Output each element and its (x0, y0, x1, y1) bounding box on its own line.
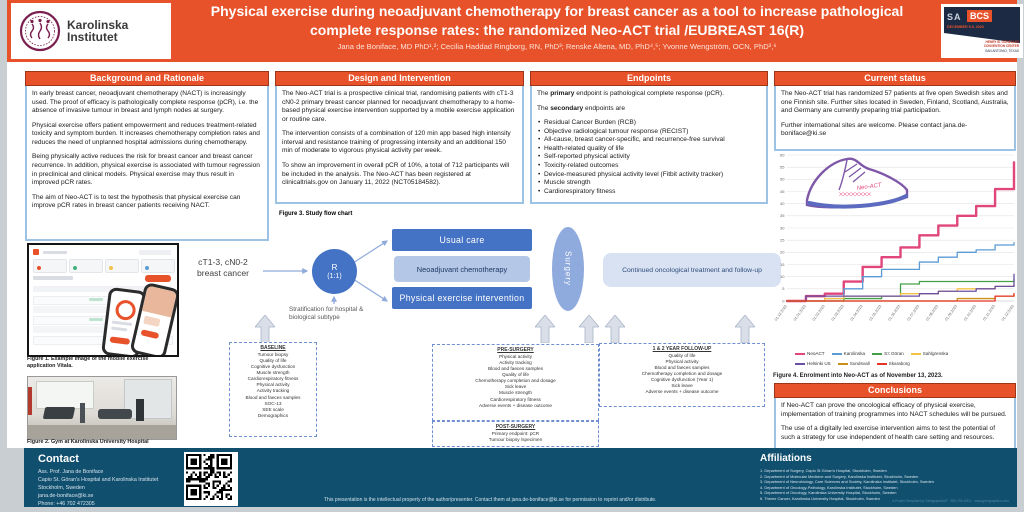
svg-text:50: 50 (780, 176, 785, 182)
conclusion-paragraph: If Neo-ACT can prove the oncological efficacy of physical exercise, implementation of training programmes into NACT schedules will be pursued. (781, 402, 1007, 418)
svg-text:01.08.2023: 01.08.2023 (925, 304, 940, 322)
template-credit: A Poster Template by Genigraphics® · 800.790.4001 · www.genigraphics.com (892, 499, 1009, 503)
svg-text:01.11.2023: 01.11.2023 (982, 304, 996, 322)
design-paragraph: The Neo-ACT trial is a prospective clinical trial, randomising patients with cT1-3 cN0-2 primary breast cancer planned for neoadjuvant chemotherapy to a home-based physical exercise intervention supported by a mobile exercise application or routine care. (282, 90, 515, 123)
assessment-item: Muscle strength (256, 370, 290, 376)
assessment-item: Muscle strength (498, 390, 533, 396)
assessment-items (434, 354, 597, 408)
svg-text:30: 30 (780, 225, 785, 231)
assessment-item: Cognitive dysfunction (250, 364, 296, 370)
section-design-title: Design and Intervention (275, 71, 524, 86)
endpoint-item: • Toxicity-related outcomes (537, 162, 761, 171)
svg-text:01.10.2023: 01.10.2023 (963, 304, 977, 322)
section-current-status-body (774, 86, 1016, 151)
svg-text:01.05.2023: 01.05.2023 (868, 304, 883, 322)
svg-text:15: 15 (780, 261, 785, 267)
assessment-item: Activity tracking (499, 360, 532, 366)
legend-label: NeoACT (807, 351, 825, 356)
gym-floor (28, 425, 176, 439)
svg-text:⨉⨉⨉⨉⨉⨉⨉⨉: ⨉⨉⨉⨉⨉⨉⨉⨉ (839, 192, 872, 198)
venue-line1: HENRY B. GONZALEZ (985, 40, 1019, 44)
flow-up-arrow (605, 315, 625, 343)
poster-title-line2: complete response rates: the randomized Neo-ACT trial /EUBREAST 16(R) (310, 22, 804, 38)
flow-up-arrow (255, 315, 275, 343)
assessment-item: Adverse events + disease outcome (478, 402, 553, 408)
endpoint-item: • Cardiorespiratory fitness (537, 188, 761, 197)
assessment-item: Physical activity (498, 354, 533, 360)
status-paragraph: Further international sites are welcome. Please contact jana.de-boniface@ki.se (781, 121, 968, 138)
assessment-item: Sick leave (504, 384, 527, 390)
phone1-progress-ring (114, 299, 136, 321)
background-paragraph: In early breast cancer, neoadjuvant chemotherapy (NACT) is increasingly used. The proof of efficacy is pathologically complete response (pCR), i.e. the absence of invasive tumour in breast and lymph nodes at surgery. (32, 90, 259, 115)
legend-label: Karolinska (843, 351, 866, 356)
svg-text:20: 20 (780, 249, 785, 255)
svg-text:35: 35 (780, 213, 785, 219)
gym-window (36, 381, 94, 409)
section-design-body (275, 86, 524, 204)
legend-item (838, 361, 870, 366)
shoe-neoact-text: Neo-ACT (856, 182, 883, 192)
svg-text:01.03.2023: 01.03.2023 (830, 304, 845, 322)
section-endpoints-title: Endpoints (530, 71, 768, 86)
arm-exercise-intervention: Physical exercise intervention (392, 287, 532, 309)
karolinska-logotype (67, 19, 128, 43)
app-status-pill (89, 318, 103, 321)
phone2-photo (142, 285, 177, 317)
assessment-pre-surgery (432, 344, 599, 421)
chart-legend-row2 (795, 361, 910, 366)
assessment-item: Chemotherapy completion and dosage (475, 378, 556, 384)
legend-swatch (795, 363, 805, 365)
app-primary-button (145, 275, 171, 282)
population-line2: breast cancer (196, 268, 250, 278)
secondary-endpoints-intro: The secondary endpoints are (537, 104, 625, 112)
legend-swatch (795, 353, 805, 355)
app-stat-card (105, 259, 139, 273)
legend-swatch (832, 353, 842, 355)
assessment-item: SEE scale (262, 406, 284, 412)
background-paragraph: The aim of Neo-ACT is to test the hypothesis that physical exercise can improve pCR rates in breast cancer patients receiving NACT. (32, 193, 241, 210)
qr-code-svg (186, 454, 232, 500)
section-conclusions (774, 383, 1016, 453)
strat-line2: biological subtype (289, 314, 340, 321)
design-paragraph: The intervention consists of a combination of 120 min app based high intensity interval and resistance training of progressing intensity and an additional 150 min of moderate to vigorous physical activity per week. (282, 130, 511, 155)
affiliations-title: Affiliations (760, 453, 812, 464)
section-endpoints-body (530, 86, 768, 204)
figure1-app-screenshot (27, 243, 179, 357)
flow-up-arrow (735, 315, 755, 343)
svg-text:01.06.2023: 01.06.2023 (887, 304, 902, 322)
svg-text:0: 0 (782, 298, 785, 304)
sabcs-date: DECEMBER 5-9, 2023 (947, 25, 984, 29)
app-stat-card (69, 259, 103, 273)
figure2-gym-photo (27, 376, 177, 440)
conclusion-paragraph: The use of a digitally led exercise intervention aims to test the potential of such a strategy for use independent of health care setting and resources. (781, 425, 996, 441)
sabcs-badge (941, 4, 1023, 58)
assessment-item: Tumour biopsy (257, 352, 289, 358)
app-table-title (33, 276, 73, 280)
assessment-item: Cardiorespiratory fitness (490, 396, 541, 402)
assessment-item: Activity tracking (256, 388, 290, 394)
assessment-item: Blood and faeces samples (488, 366, 543, 372)
assessment-followup (599, 343, 765, 407)
assessment-title: 1 & 2 YEAR FOLLOW-UP (652, 346, 712, 352)
phone1-button (110, 336, 131, 344)
legend-item (872, 351, 904, 356)
legend-label: Helsinki US (807, 361, 831, 366)
section-conclusions-title: Conclusions (774, 383, 1016, 398)
app-stat-card (33, 259, 67, 273)
randomization-r: R (331, 262, 338, 272)
svg-text:01.12.2022: 01.12.2022 (773, 304, 788, 322)
assessment-item: Blood and faeces samples (654, 365, 710, 371)
assessment-item: Quality of life (668, 353, 696, 359)
assessment-title: POST-SURGERY (495, 424, 536, 430)
section-background-body (25, 86, 269, 241)
arm-neoadjuvant-chemo: Neoadjuvant chemotherapy (394, 256, 530, 282)
authors: Jana de Boniface, MD PhD¹,²; Cecilia Haddad Ringborg, RN, PhD³; Renske Altena, MD, PhD⁴,⁵; Yvonne Wengström, OCN, PhD³,⁶ (337, 42, 777, 51)
footer-bar (24, 448, 1017, 507)
legend-swatch (838, 363, 848, 365)
endpoint-item: • Muscle strength (537, 179, 761, 188)
section-design (275, 71, 524, 204)
svg-text:40: 40 (780, 201, 785, 207)
endpoint-item: • Residual Cancer Burden (RCB) (537, 119, 761, 128)
background-paragraph: Physical exercise offers patient empowerment and reduces treatment-related toxicity and symptom burden. It increases chemotherapy completion rates and reduces the need of unplanned hospital admissions during chemotherapy. (32, 121, 260, 146)
randomization-node (312, 249, 357, 294)
svg-text:55: 55 (780, 164, 785, 170)
assessment-items (231, 352, 315, 418)
section-current-status (774, 71, 1016, 151)
karolinska-seal-icon (17, 8, 63, 54)
population-line1: cT1-3, cN0-2 (198, 257, 248, 267)
primary-endpoint-text: The primary endpoint is pathological complete response (pCR). (537, 90, 724, 97)
app-header-meta (139, 250, 171, 255)
legend-swatch (911, 353, 921, 355)
legend-item (877, 361, 910, 366)
design-paragraph: To show an improvement in overall pCR of 10%, a total of 712 participants will be included in the analysis. The Neo-ACT has been registered at clinicaltrials.gov on January 11, 2022 (NCT05184582). (282, 161, 510, 187)
assessment-item: Cardiorespiratory fitness (247, 376, 299, 382)
contact-line: Ass. Prof. Jana de Boniface (38, 469, 104, 475)
endpoint-item: • Device-measured physical activity level (Fitbit activity tracker) (537, 171, 761, 180)
status-paragraph: The Neo-ACT trial has randomized 57 patients at five open Swedish sites and one Finnish site. Further sites located in Sweden, Finland, Scotland, Australia, and Germany are currently preparing trial participation. (781, 90, 1009, 115)
endpoint-item: • Health-related quality of life (537, 145, 761, 154)
assessment-item: Demographics (257, 412, 289, 418)
header-banner (7, 0, 1017, 62)
affiliation-item: Department of Oncology, Karolinska University Hospital, Stockholm, Sweden (764, 490, 897, 496)
assessment-baseline (229, 342, 317, 437)
figure4-caption: Figure 4. Enrolment into Neo-ACT as of November 13, 2023. (773, 373, 943, 379)
qr-code (184, 452, 238, 506)
contact-line: Phone: +46 702 472305 (38, 501, 95, 507)
title-block (179, 2, 935, 53)
assessment-post-surgery (432, 421, 599, 447)
gym-red-object (28, 387, 32, 415)
contact-line: jana.de-boniface@ki.se (38, 493, 94, 499)
section-background (25, 71, 269, 241)
sabcs-sa-text: SA (947, 12, 962, 22)
section-current-status-title: Current status (774, 71, 1016, 86)
endpoint-list (537, 119, 761, 196)
section-endpoints (530, 71, 768, 204)
assessment-items (601, 353, 763, 395)
section-background-title: Background and Rationale (25, 71, 269, 86)
affiliation-item: Theme Cancer, Karolinska University Hospital, Stockholm, Sweden (764, 495, 880, 501)
svg-text:01.12.2023: 01.12.2023 (1000, 304, 1015, 322)
endpoint-item: • Self-reported physical activity (537, 153, 761, 162)
assessment-item: Physical activity (665, 359, 699, 365)
randomization-ratio: (1:1) (327, 272, 342, 280)
section-conclusions-body (774, 398, 1016, 453)
assessment-item: Adverse events + disease outcome (645, 389, 719, 395)
running-shoe-sketch-icon (799, 150, 917, 224)
assessment-item: Primary endpoint: pCR (491, 431, 540, 437)
legend-item (795, 361, 831, 366)
assessment-item: SOC-13 (264, 400, 282, 406)
legend-label: Sundsvall (849, 361, 870, 366)
legend-item (911, 351, 949, 356)
assessment-title: PRE-SURGERY (497, 347, 534, 353)
ip-notice: This presentation is the intellectual property of the author/presenter. Contact them at jana.de-boniface@ki.se for permission to reprint and/or distribute. (324, 497, 657, 503)
figure2-caption: Figure 2. Gym at Karolinska University Hospital (27, 439, 149, 445)
figure3-label: Figure 3. Study flow chart (279, 211, 353, 217)
contact-title: Contact (38, 453, 79, 465)
logo-line1: Karolinska (67, 18, 129, 32)
affiliation-item: Department of Surgery, Capio St Göran's Hospital, Stockholm, Sweden (764, 468, 887, 473)
app-logo-icon (33, 249, 39, 255)
venue-line3: SAN ANTONIO, TEXAS (985, 48, 1019, 53)
poster-title-line1: Physical exercise during neoadjuvant chemotherapy for breast cancer as a tool to increase pathological (210, 3, 904, 19)
assessment-item: Chemotherapy completion and dosage (641, 371, 723, 377)
assessment-item: Quality of life (259, 358, 287, 364)
gym-machine (136, 399, 144, 421)
svg-text:01.01.2023: 01.01.2023 (792, 304, 807, 322)
assessment-item: Sick leave (671, 383, 693, 389)
legend-item (795, 351, 825, 356)
karolinska-logo (11, 3, 171, 59)
flow-up-arrow (535, 315, 555, 343)
app-stat-card (141, 259, 175, 273)
followup-node: Continued oncological treatment and follow-up (603, 253, 781, 287)
footer-gray-margin (7, 448, 24, 507)
legend-item (832, 351, 865, 356)
assessment-items (434, 431, 597, 443)
phone2-button (140, 329, 159, 339)
gym-treadmill (43, 407, 76, 419)
assessment-item: Physical activity (256, 382, 290, 388)
logo-line2: Institutet (67, 30, 118, 44)
surgery-label: Surgery (563, 251, 573, 287)
endpoint-item: • Objective radiological tumour response (RECIST) (537, 128, 761, 137)
stratification-note (289, 306, 399, 322)
affiliation-item: Department of Molecular Medicine and Surgery, Karolinska Institutet, Stockholm, Sweden (764, 473, 919, 479)
contact-line: Stockholm, Sweden (38, 485, 85, 491)
legend-label: Skaraborg (888, 361, 910, 366)
sabcs-venue (984, 40, 1019, 53)
contact-line: Capio St. Göran's Hospital and Karolinska Institutet (38, 477, 159, 483)
assessment-item: Blood and faeces samples (245, 394, 301, 400)
svg-text:10: 10 (780, 274, 785, 280)
app-header-bar (43, 251, 67, 254)
endpoint-item: • All-cause, breast cancer-specific, and recurrence-free survival (537, 136, 761, 145)
legend-swatch (872, 353, 882, 355)
chart-legend-row1 (795, 351, 948, 356)
poster-canvas (7, 0, 1017, 507)
legend-swatch (877, 363, 887, 365)
arm-usual-care: Usual care (392, 229, 532, 251)
legend-label: Sahlgrenska (922, 351, 949, 356)
affiliation-item: Department of Oncology-Pathology, Karolinska Institutet, Stockholm, Sweden (764, 484, 898, 490)
assessment-item: Quality of life (501, 372, 530, 378)
legend-label: S:t Göran (884, 351, 904, 356)
svg-text:25: 25 (780, 237, 785, 243)
surgery-node (552, 227, 584, 311)
assessment-item: Cognitive dysfunction (Year 1) (650, 377, 714, 383)
gym-machine-post (80, 403, 85, 423)
svg-text:5: 5 (782, 286, 785, 292)
svg-text:01.09.2023: 01.09.2023 (944, 304, 959, 322)
gym-bench (98, 409, 132, 419)
svg-text:60: 60 (780, 152, 785, 158)
svg-text:45: 45 (780, 188, 785, 194)
sabcs-bcs-text: BCS (967, 10, 992, 22)
affiliation-item: Department of Neurobiology, Care Sciences and Society, Karolinska Institutet, Stockholm, Sweden (764, 479, 934, 485)
strat-line1: Stratification for hospital & (289, 306, 364, 313)
app-status-pill (89, 298, 103, 301)
affiliations-list (760, 468, 990, 502)
assessment-item: Tumour biopsy /specimen (488, 437, 543, 443)
assessment-title: BASELINE (260, 345, 286, 351)
venue-line2: CONVENTION CENTER (983, 44, 1019, 49)
svg-text:01.07.2023: 01.07.2023 (906, 304, 921, 322)
svg-text:01.04.2023: 01.04.2023 (849, 304, 864, 322)
background-paragraph: Being physically active reduces the risk for breast cancer and breast cancer recurrence. In addition, physical exercise is associated with tumour regression in preclinical and clinical models. Physical exercise may thus result in improved pCR rates. (32, 153, 260, 187)
svg-text:01.02.2023: 01.02.2023 (811, 304, 826, 322)
flow-up-arrow (579, 315, 599, 343)
figure1-caption: Figure 1. Example image of the mobile exercise application Vitala. (27, 356, 149, 369)
